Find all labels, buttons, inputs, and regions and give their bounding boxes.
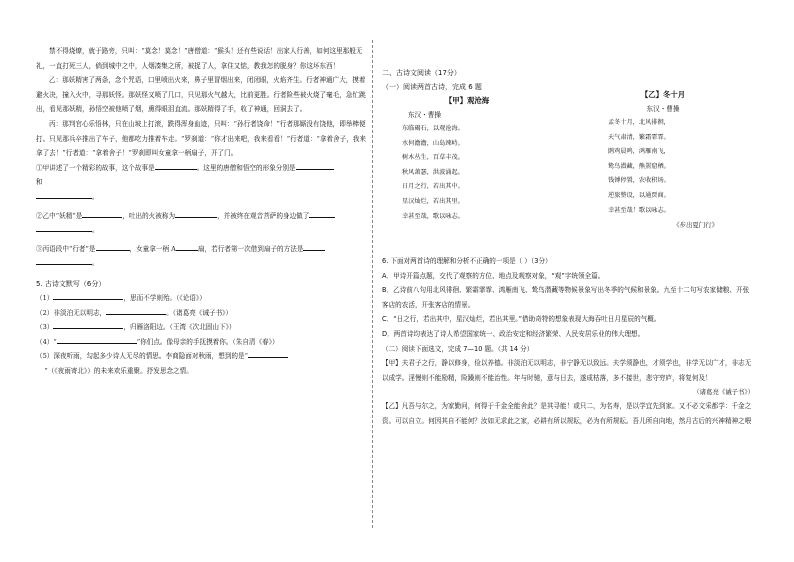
answer-blank[interactable] (303, 243, 325, 251)
poem-line: 星汉灿烂，若出其里。 (402, 197, 464, 205)
poem-line: 天气肃清，繁霜霏霏。 (608, 133, 670, 141)
fill-item-4-text-a: （4）“ (36, 337, 57, 346)
answer-blank[interactable] (106, 307, 166, 315)
subsection-2-title: （二）阅读下面选文，完成 7—10 题。（共 14 分） (382, 344, 534, 353)
poem-line: 鹍鸡晨鸣，鸿雁南飞， (608, 148, 670, 156)
fill-item-2 (36, 306, 370, 321)
question-4-3-text-c: 扇，若行者第一次借到扇子的方法是 (197, 244, 304, 253)
answer-blank[interactable] (82, 210, 122, 218)
answer-blank[interactable] (53, 292, 123, 300)
fill-item-3-num: （3） (36, 323, 54, 332)
poem-line: 孟冬十月，北风徘徊， (608, 119, 670, 126)
fill-item-4 (36, 335, 370, 350)
answer-blank[interactable] (309, 210, 335, 218)
poem-line: 日月之行，若出其中。 (402, 183, 464, 191)
question-6-options (382, 269, 754, 342)
answer-blank[interactable] (36, 191, 92, 199)
answer-blank[interactable] (96, 243, 130, 251)
answer-blank[interactable] (36, 257, 92, 265)
fill-item-4-text-b: ”你们点。像母亲的手抚摸着你。（朱自清《春》） (136, 337, 279, 346)
fill-item-5 (36, 349, 370, 378)
poem-a (402, 94, 532, 224)
poem-line: 树木丛生，百草丰茂。 (402, 154, 464, 162)
question-4-2-text-c: ，并被终在观音菩萨的身边做了 (217, 211, 310, 220)
question-6-option: D．两首诗均表达了诗人希望国家统一、政治安定和经济繁荣、人民安居乐业的伟大理想。 (382, 329, 645, 338)
answer-blank[interactable] (176, 243, 198, 251)
prose-a: 【甲】夫君子之行，静以修身，俭以养德。非淡泊无以明志，非宁静无以致远。夫学须静也，才须学也，非学无以广才，非志无以成学。淫慢则不能励精，险躁则不能治性。年与时驰，意与日去，遂成枯落，多不接世，悲守穷庐，将复何及！ (382, 359, 752, 382)
fill-item-1 (36, 291, 370, 306)
poem-line: 水何澹澹，山岛竦峙。 (402, 139, 464, 147)
poems-block (382, 90, 754, 254)
column-divider (372, 40, 373, 528)
fill-item-2-text-a: （2）非淡泊无以明志， (36, 308, 107, 317)
answer-blank[interactable] (175, 210, 217, 218)
question-4-2: ②乙中“妖精”是 ，吐出的火被称为 ，并被终在观音菩萨的身边做了 。 (36, 209, 370, 238)
question-6-option: A．甲诗开篇点题，交代了观察的方位、地点及观察对象，“观”字统领全篇。 (382, 271, 605, 280)
fill-item-3-text: ，归雁洛阳边。（王湾《次北固山下》） (123, 323, 236, 332)
story-paragraph-1: 禁不得烧燎，就于路旁，只叫：“莫念！莫念！”唐僧道：“猴头！还有些说话！出家人行善，如何这里那般无礼，一直打死三人，倘到城中之中，人烟凑集之所，被捉了人，拿住又惦，教我怎的脱身？你这坏东西！ (36, 47, 363, 70)
question-6-option: C．“日之行，若出其中，星汉灿烂，若出其里。”借助奇特的想象表现大海吞吐日月星辰的气概。 (382, 315, 661, 324)
answer-blank[interactable] (57, 336, 137, 344)
poem-line: 幸甚至哉！歌以咏志。 (608, 206, 670, 214)
section-2-title: 二、古诗文阅读（17分） (382, 69, 461, 77)
fill-item-1-num: （1） (36, 293, 54, 302)
question-4-1: ①甲讲述了一个精彩的故事，这个故事是 。这里的唐僧和悟空的形象分别是 和 。 (36, 161, 370, 205)
poem-a-title: 【甲】观沧海 (444, 96, 490, 105)
question-4-2-text-a: ②乙中“妖精”是 (36, 211, 83, 220)
poem-line: 鸷鸟潜藏，熊罴窟栖。 (608, 162, 670, 170)
answer-blank[interactable] (36, 224, 92, 232)
left-column (36, 44, 370, 378)
right-column (382, 44, 754, 443)
question-4-3-text-a: ③丙语段中“行者”是 (36, 244, 96, 253)
fill-item-1-text: ，思而不学则殆。（《论语》） (123, 293, 206, 302)
fill-item-5-text-a: （5）深夜听雨，勾起多少诗人无尽的情思。李商隐面对秋雨，想到的是“ (36, 352, 248, 361)
poem-line: 东临碣石，以观沧海。 (402, 125, 464, 132)
story-paragraph-2: 乙：那妖精害了两条，念个咒语，口里喷出火来，鼻子里冒烟出来，闭闭眼，火焰齐生。行者神通广大，摸着避火决，撞入火中，寻那妖怪。那妖怪又喷了几口，只见那火气越大，比前更胜。行者险些被火烧了毫毛，急忙跳出，看见那妖精，孙悟空被他喷了烟，熏得眼泪直流。那妖精得了手，收了神通，回洞去了。 (36, 76, 366, 114)
answer-blank[interactable] (53, 321, 123, 329)
fill-item-3 (36, 320, 370, 335)
poem-line: 秋风萧瑟，洪波涌起。 (402, 168, 464, 176)
prose-a-source: （诸葛亮《诫子书》） (693, 388, 754, 397)
question-4-3: ③丙语段中“行者”是 ，女童拿一柄 A 扇，若行者第一次借到扇子的方法是 。 (36, 242, 370, 271)
section-5-title: 5. 古诗文默写（6分） (36, 279, 106, 288)
poem-b-title: 【乙】冬十月 (640, 90, 686, 99)
poem-b-source: 《步出夏门行》 (673, 221, 718, 230)
poem-a-lines (402, 122, 532, 224)
answer-blank[interactable] (155, 162, 197, 170)
question-4-2-text-b: ，吐出的火被称为 (122, 211, 176, 220)
answer-blank[interactable] (296, 162, 334, 170)
poem-b (608, 88, 718, 232)
poem-line: 幸甚至哉，歌以咏志。 (402, 212, 464, 220)
fill-item-2-text-b: 。（诸葛亮《诫子书》） (166, 308, 233, 317)
subsection-1-title: （一）阅读两首古诗，完成 6 题 (382, 83, 482, 91)
question-6-option: B．乙诗前八句用北风徘徊、繁霜霏霏、鸿雁南飞、鸷鸟潜藏等物候景象写出冬季的气候和景象。九至十二句写农家储粮、开张客店的农活，开张客店的情景。 (382, 286, 750, 309)
poem-a-author: 东汉・曹操 (408, 111, 441, 119)
poem-b-lines (608, 116, 718, 218)
question-4-1-text-b: 。这里的唐僧和悟空的形象分别是 (196, 163, 296, 172)
poem-line: 逆旅整设，以通贾商。 (608, 191, 670, 199)
question-4-3-text-b: ，女童拿一柄 A (129, 244, 176, 253)
question-4-1-text-a: ①甲讲述了一个精彩的故事，这个故事是 (36, 163, 155, 172)
answer-blank[interactable] (248, 350, 288, 358)
poem-b-author: 东汉・曹操 (646, 105, 680, 113)
fill-item-5-text-b: ”（《夜雨寄北》）的未来欢乐重聚。抒发思念之情。 (44, 366, 193, 375)
story-paragraph-3: 丙：那判官心乐悟林，只在山坡上打滚，跌得浑身血迹，只叫：“孙行者饶命！”行者那厮没有饶他，即举棒便打。只见那兵卒推出了车子，他都吃力推着车走。“罗刹道：“你才出来吧，我来看看！”行者道：“拿着舍子，我来拿了去！”行者道：“拿着舍子！”罗刹即叫女童拿一柄扇子，开了门。 (36, 119, 366, 158)
question-4-1-text-c: 和 (36, 178, 43, 187)
poem-line: 钱镈停置，农收积场。 (608, 177, 670, 185)
question-6-title: 6. 下面对两首诗的理解和分析不正确的一项是（ ）（3分） (382, 257, 552, 265)
prose-b: 【乙】凡吾与尔之，为家勤问，何得于千金全能舍此？是其寻能！或只二，为名寿，是以学宜先到家。又不必文采都学：千金之资。可以自立。何因其自不能何？汝如无求此之家，必耕有所以规耘，必为有所规耘。吾儿所自向地，然月古后的兴神精神之喂 (382, 402, 752, 425)
